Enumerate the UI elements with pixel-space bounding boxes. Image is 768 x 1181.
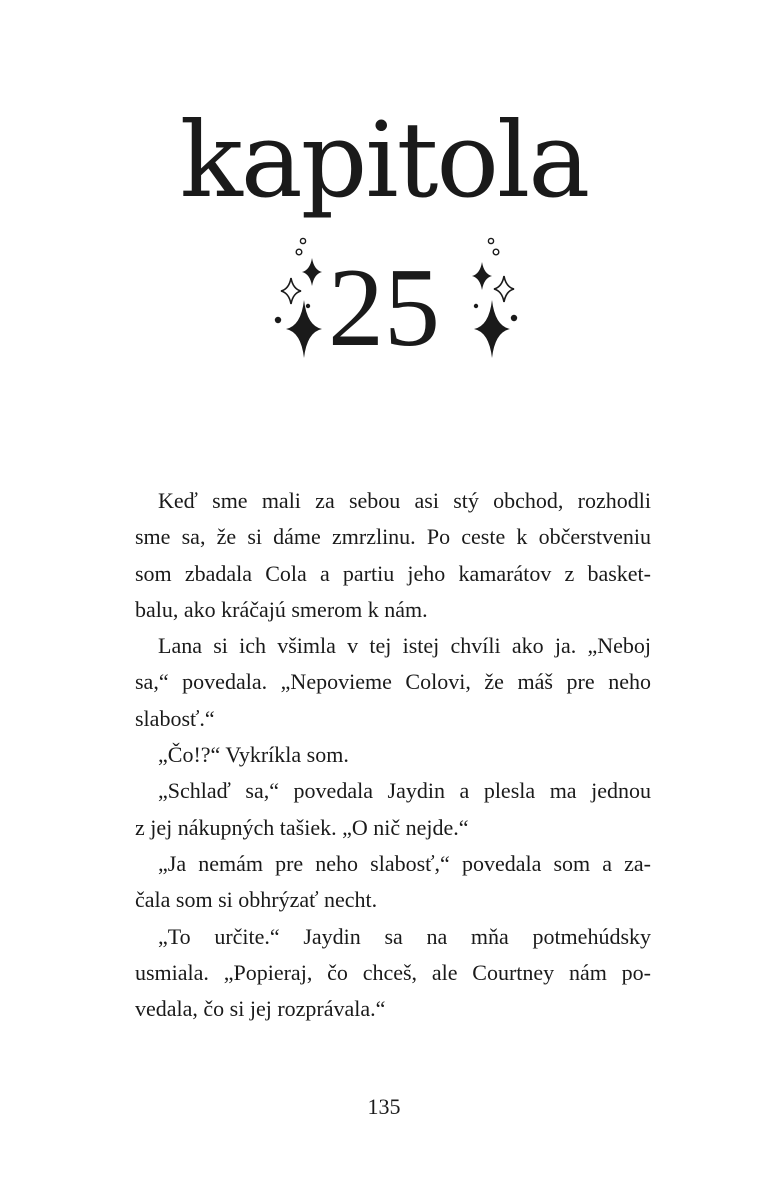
text-line: čala som si obhrýzať necht. — [135, 887, 378, 913]
text-line: sa,“ povedala. „Nepovieme Colovi, že máš pre neho — [135, 669, 651, 695]
text-line: slabosť.“ — [135, 705, 215, 731]
text-line: balu, ako kráčajú smerom k nám. — [135, 596, 428, 622]
sparkle-star-cluster-icon — [452, 232, 552, 372]
text-line: „To určite.“ Jaydin sa na mňa potmehúdsky — [158, 923, 651, 949]
text-line: „Schlaď sa,“ povedala Jaydin a plesla ma jednou — [158, 778, 651, 804]
chapter-body-text — [135, 483, 651, 1027]
page-number: 135 — [367, 1094, 401, 1119]
paragraph — [135, 628, 651, 737]
text-line: sme sa, že si dáme zmrzlinu. Po ceste k občerstveniu — [135, 524, 651, 550]
text-line: vedala, čo si jej rozprávala.“ — [135, 996, 386, 1022]
paragraph — [135, 846, 651, 919]
text-line: „Ja nemám pre neho slabosť,“ povedala som a za- — [158, 850, 651, 876]
chapter-number-row — [0, 232, 768, 372]
paragraph — [135, 919, 651, 1028]
text-line: usmiala. „Popieraj, čo chceš, ale Courtney nám po- — [135, 959, 651, 985]
text-line: som zbadala Cola a partiu jeho kamarátov z basket- — [135, 560, 651, 586]
text-line: z jej nákupných tašiek. „O nič nejde.“ — [135, 814, 469, 840]
text-line: Keď sme mali za sebou asi stý obchod, rozhodli — [158, 488, 651, 513]
chapter-title-word: kapitola — [179, 99, 589, 221]
text-line: „Čo!?“ Vykríkla som. — [158, 742, 349, 768]
paragraph — [135, 773, 651, 846]
chapter-number: 25 — [328, 246, 440, 370]
paragraph — [135, 483, 651, 628]
text-line: Lana si ich všimla v tej istej chvíli ako ja. „Neboj — [158, 633, 651, 659]
paragraph — [135, 737, 651, 773]
